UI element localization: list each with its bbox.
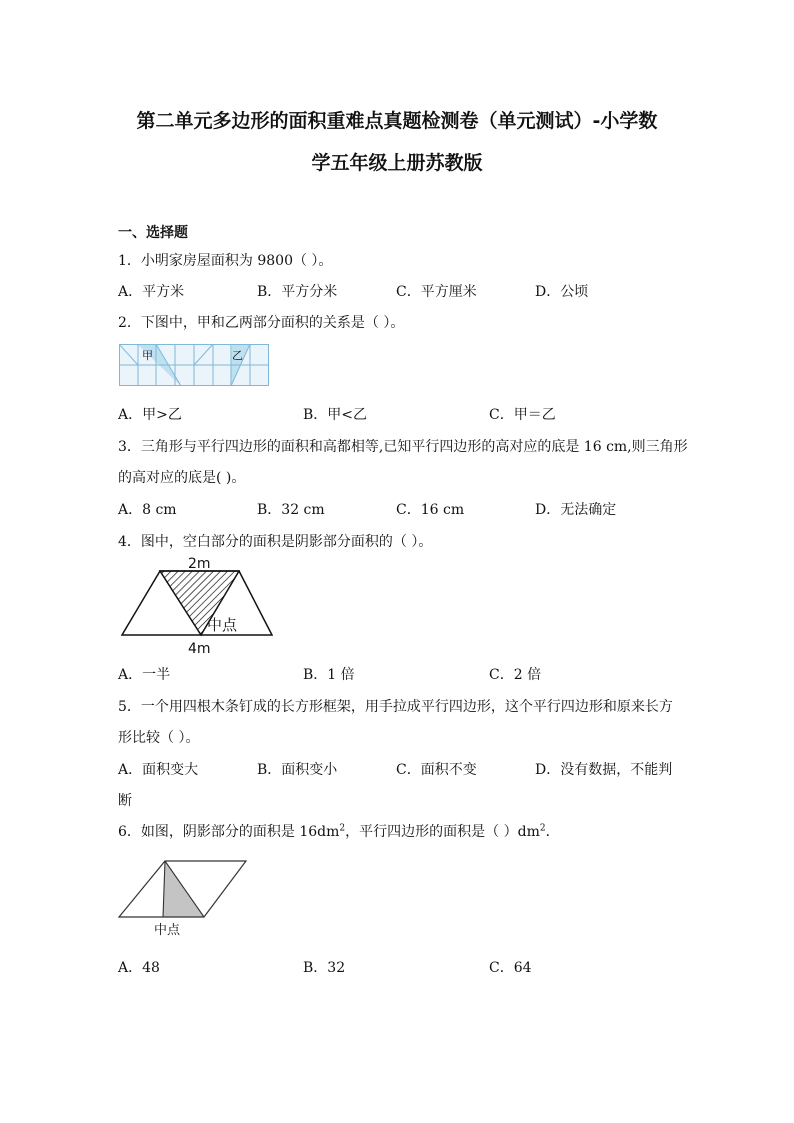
question-4-text: 4．图中，空白部分的面积是阴影部分面积的（ ）。 bbox=[118, 534, 433, 550]
section-heading: 一、选择题 bbox=[118, 225, 188, 241]
q5-option-d-wrap: 断 bbox=[118, 793, 132, 809]
q6-option-b: B．32 bbox=[303, 960, 346, 976]
q6-text-mid: ，平行四边形的面积是（ ）dm bbox=[345, 824, 540, 840]
q5-option-d: D．没有数据，不能判 bbox=[535, 762, 673, 778]
q3-option-d: D．无法确定 bbox=[535, 502, 617, 518]
q3-option-a: A．8 cm bbox=[118, 502, 177, 518]
q5-option-a: A．面积变大 bbox=[118, 762, 199, 778]
q6-text-pre: 6．如图，阴影部分的面积是 16dm bbox=[118, 824, 340, 840]
q4-label-midpoint: 中点 bbox=[207, 616, 238, 634]
q4-label-top: 2m bbox=[188, 556, 211, 572]
q1-option-c: C．平方厘米 bbox=[396, 284, 477, 300]
q4-label-bottom: 4m bbox=[188, 641, 211, 657]
q2-option-b: B．甲<乙 bbox=[303, 407, 368, 423]
q2-label-yi: 乙 bbox=[232, 349, 243, 362]
q2-grid-figure bbox=[119, 344, 269, 386]
q1-option-b: B．平方分米 bbox=[257, 284, 338, 300]
q1-option-d: D．公顷 bbox=[535, 284, 589, 300]
q5-option-c: C．面积不变 bbox=[396, 762, 477, 778]
question-5-text-line1: 5．一个用四根木条钉成的长方形框架，用手拉成平行四边形，这个平行四边形和原来长方 bbox=[118, 699, 673, 715]
q6-option-c: C．64 bbox=[489, 960, 532, 976]
q4-option-b: B．1 倍 bbox=[303, 667, 355, 683]
question-6-text bbox=[118, 821, 560, 841]
q6-label-midpoint: 中点 bbox=[154, 923, 181, 938]
question-1-text: 1．小明家房屋面积为 9800（ ）。 bbox=[118, 253, 333, 269]
q6-sup-1: 2 bbox=[339, 823, 346, 834]
q3-option-b: B．32 cm bbox=[257, 502, 325, 518]
question-3-text-line2: 的高对应的底是( )。 bbox=[118, 470, 246, 486]
question-5-text-line2: 形比较（ ）。 bbox=[118, 730, 200, 746]
q3-option-c: C．16 cm bbox=[396, 502, 465, 518]
q4-option-a: A．一半 bbox=[118, 667, 171, 683]
page-title-line2: 学五年级上册苏教版 bbox=[311, 152, 483, 174]
q6-parallelogram-figure bbox=[118, 855, 250, 941]
question-3-text-line1: 3．三角形与平行四边形的面积和高都相等,已知平行四边形的高对应的底是 16 cm,则三角形 bbox=[118, 439, 688, 455]
question-2-text: 2．下图中，甲和乙两部分面积的关系是（ ）。 bbox=[118, 315, 405, 331]
q2-option-a: A．甲>乙 bbox=[118, 407, 182, 423]
page-title-line1: 第二单元多边形的面积重难点真题检测卷（单元测试）-小学数 bbox=[136, 110, 658, 132]
q5-option-b: B．面积变小 bbox=[257, 762, 338, 778]
q2-label-jia: 甲 bbox=[142, 349, 153, 362]
q6-option-a: A．48 bbox=[118, 960, 160, 976]
q2-option-c: C．甲＝乙 bbox=[489, 407, 556, 423]
q6-sup-2: 2 bbox=[539, 823, 546, 834]
q4-option-c: C．2 倍 bbox=[489, 667, 542, 683]
q6-text-end: ． bbox=[545, 824, 560, 840]
q1-option-a: A．平方米 bbox=[118, 284, 185, 300]
q4-trapezoid-figure bbox=[118, 553, 278, 657]
